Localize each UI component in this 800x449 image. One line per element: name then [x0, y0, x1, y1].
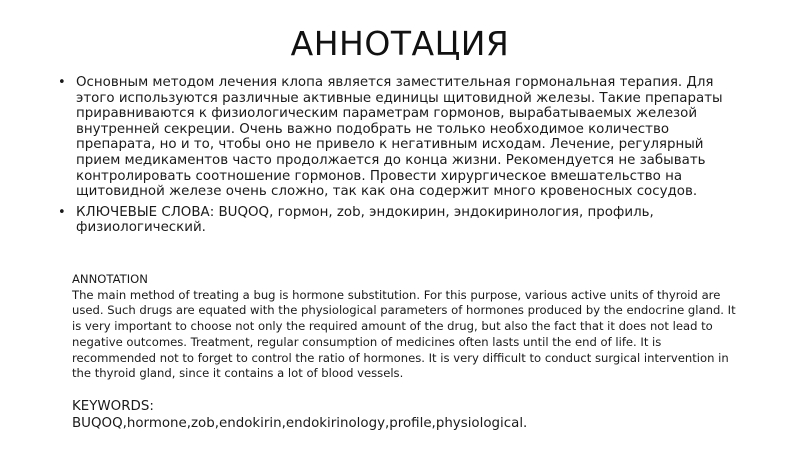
- keywords-en: [72, 398, 740, 432]
- bullet-text: КЛЮЧЕВЫЕ СЛОВА: BUQOQ, гормон, zob, эндокирин, эндокиринология, профиль, физиологический.: [76, 204, 654, 236]
- annotation-body: The main method of treating a bug is hormone substitution. For this purpose, various active units of thyroid are used. Such drugs are equated with the physiological parameters of hormones produced by the endocrine gland. It is very important to choose not only the required amount of the drug, but also the fact that it does not lead to negative outcomes. Treatment, regular consumption of medicines often lasts until the end of life. It is recommended not to forget to control the ratio of hormones. It is very difficult to conduct surgical intervention in the thyroid gland, since it contains a lot of blood vessels.: [72, 287, 736, 381]
- slide-title: АННОТАЦИЯ: [290, 24, 510, 63]
- keywords-list: BUQOQ,hormone,zob,endokirin,endokirinology,profile,physiological.: [72, 416, 528, 431]
- bullet-abstract-ru: [56, 75, 746, 200]
- keywords-label: KEYWORDS:: [72, 399, 154, 414]
- annotation-en: [72, 272, 740, 382]
- bullet-marker: •: [58, 75, 66, 90]
- annotation-heading: ANNOTATION: [72, 272, 148, 286]
- russian-bullet-list: [56, 75, 746, 241]
- bullet-text: Основным методом лечения клопа является заместительная гормональная терапия. Для этого используются различные активные единицы щитовидной железы. Такие препараты приравниваются к физиологическим параметрам гормонов, вырабатываемых железой внутренней секреции. Очень важно подобрать не только необходимое количество препарата, но и то, чтобы оно не привело к негативным исходам. Лечение, регулярный прием медикаментов часто продолжается до конца жизни. Рекомендуется не забывать контролировать соотношение гормонов. Провести хирургическое вмешательство на щитовидной железе очень сложно, так как она содержит много кровеносных сосудов.: [76, 75, 723, 200]
- bullet-keywords-ru: [56, 205, 746, 236]
- bullet-marker: •: [58, 204, 66, 220]
